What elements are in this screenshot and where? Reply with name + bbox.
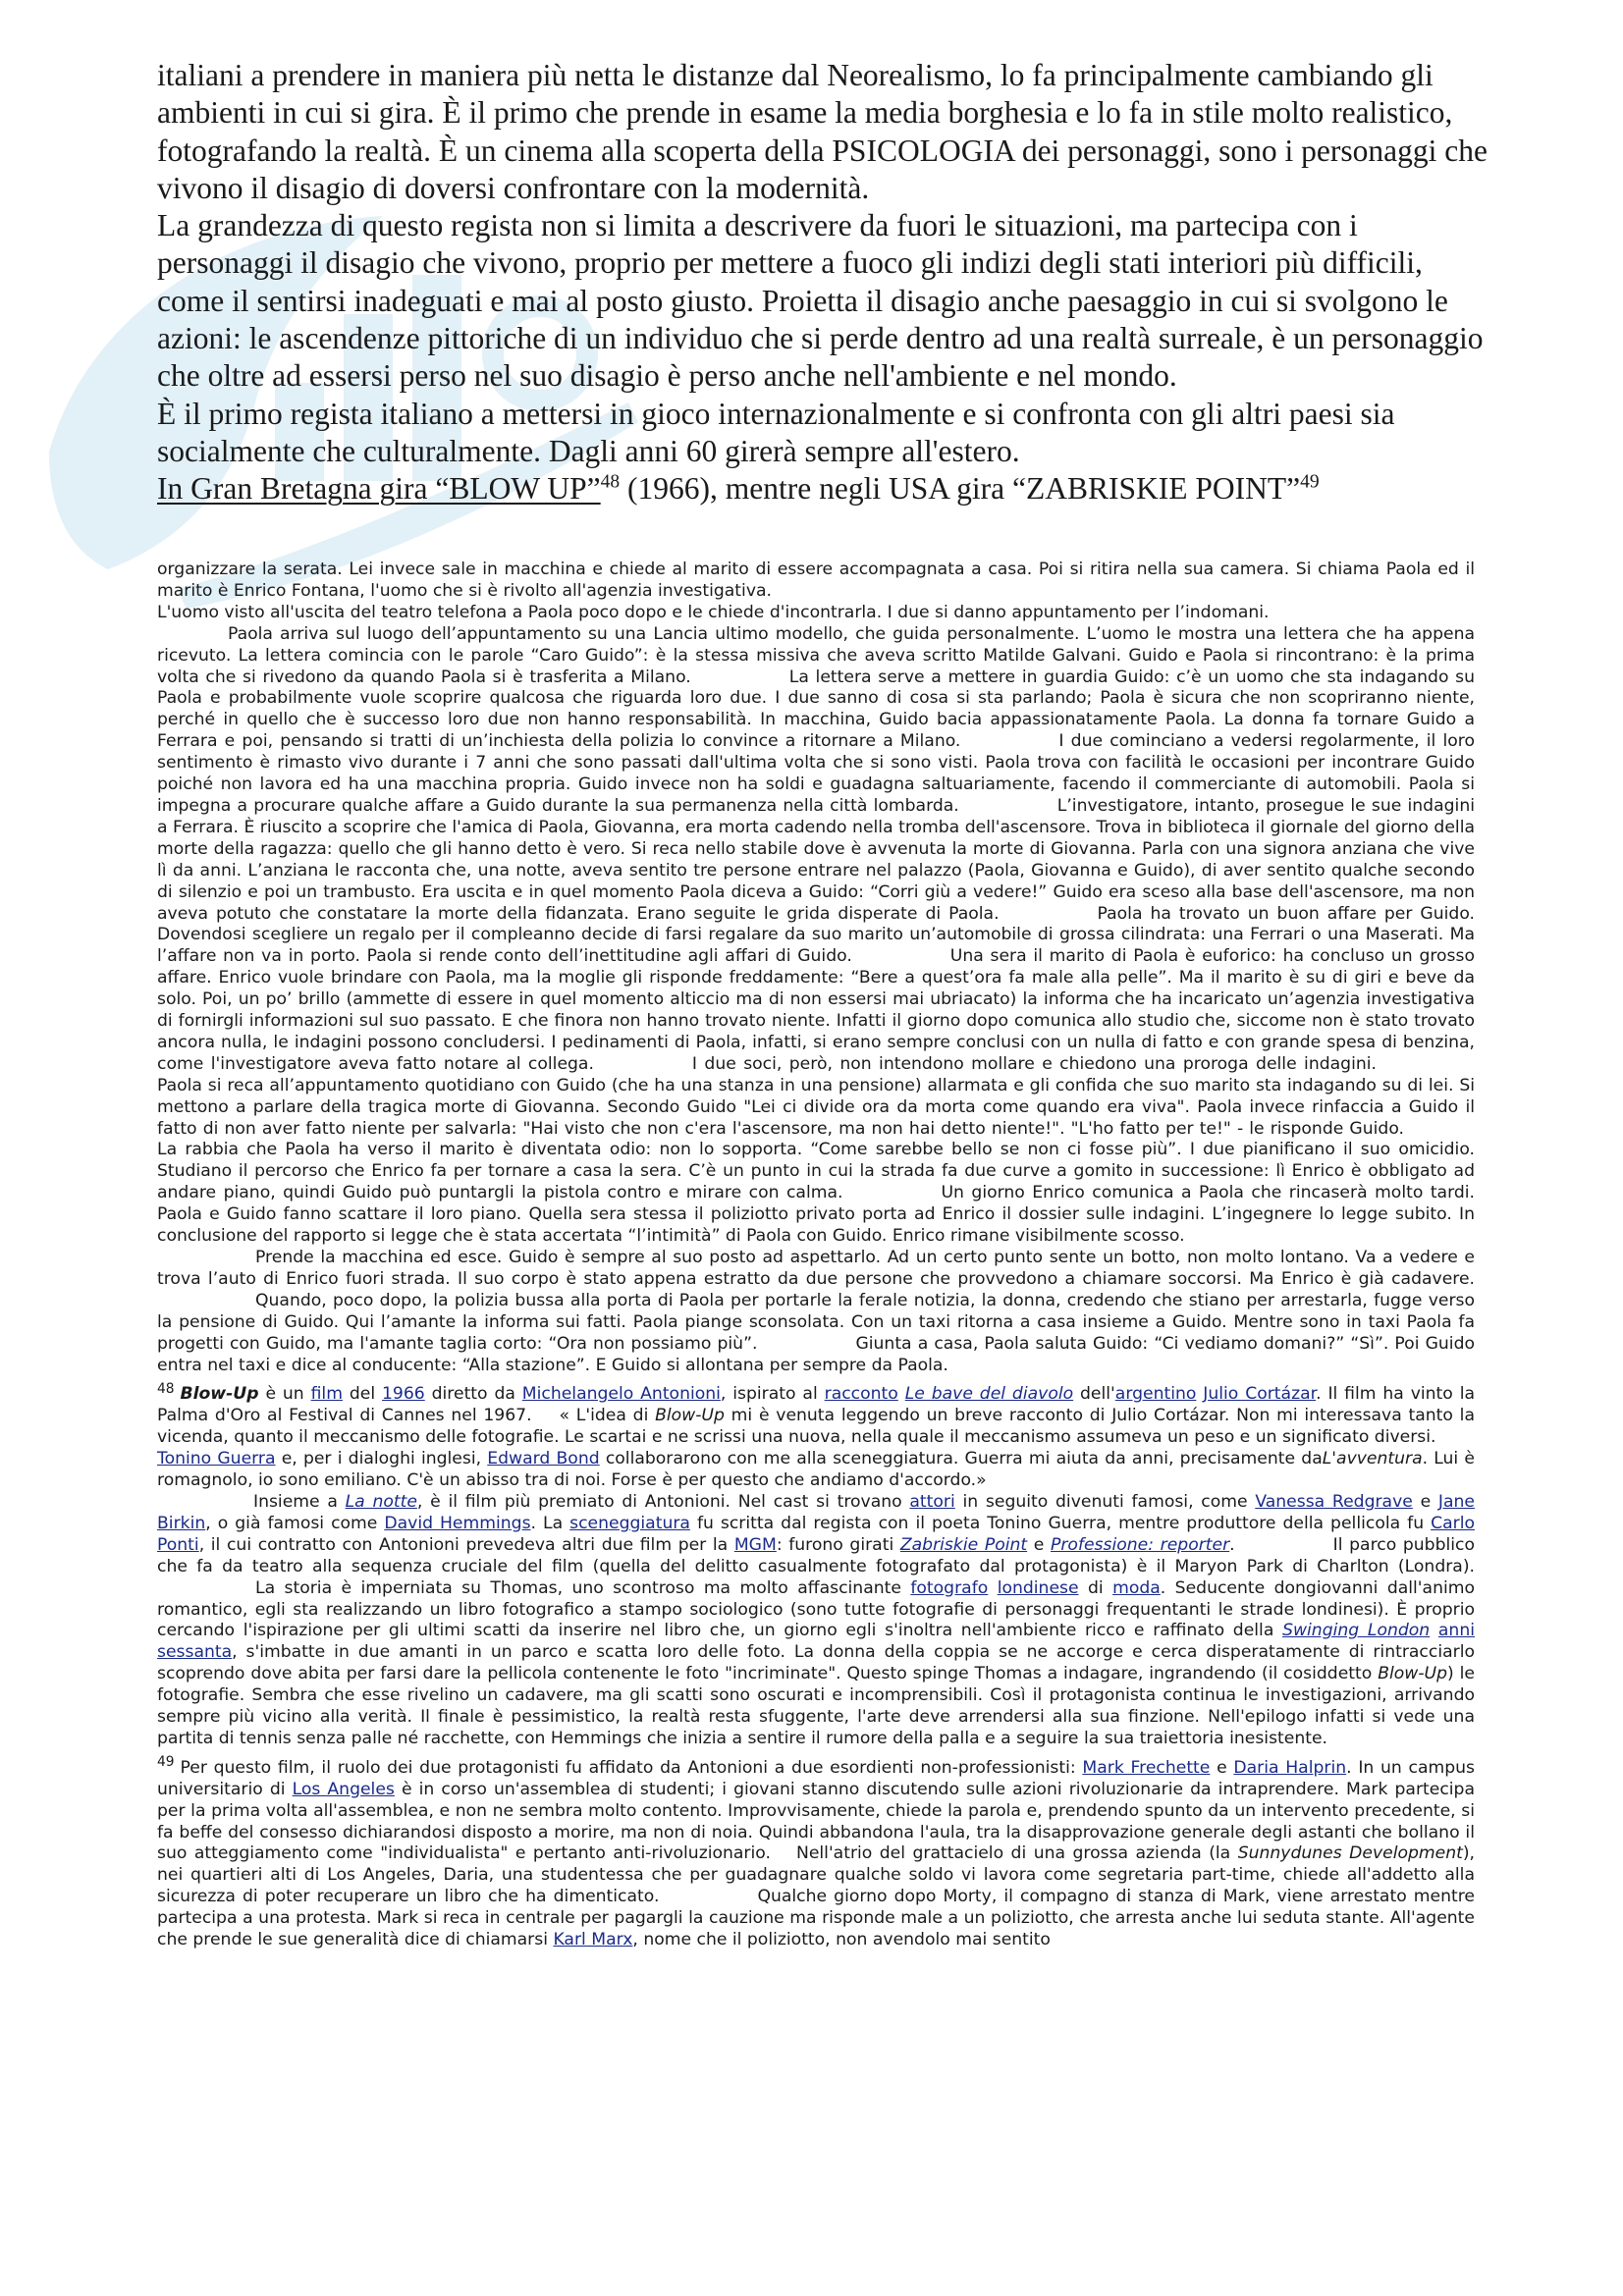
link-fotografo[interactable]: fotografo xyxy=(910,1577,989,1598)
link-mgm[interactable]: MGM xyxy=(733,1534,777,1555)
footnote-text: La storia è imperniata su Thomas, uno scontroso ma molto affascinante xyxy=(255,1577,911,1598)
footnote-text: . Il film ha vinto la Palma d'Oro al Festival di Cannes nel 1967. xyxy=(157,1384,1476,1426)
link-argentino[interactable]: argentino xyxy=(1114,1384,1197,1405)
link-londinese[interactable]: londinese xyxy=(997,1577,1079,1598)
footnote-text: e xyxy=(1210,1757,1234,1778)
footnote-text: , è il film più premiato di Antonioni. Nel cast si trovano xyxy=(416,1491,910,1512)
footnote-text: . Lui è romagnolo, io sono emiliano. C'è un abisso tra di noi. Forse è per questo che andiamo d'accordo.» xyxy=(157,1449,1475,1491)
link-film[interactable]: film xyxy=(310,1384,343,1405)
link-zabriskie-point[interactable]: Zabriskie Point xyxy=(899,1534,1028,1555)
footnote-ref-48[interactable]: 48 xyxy=(600,471,621,493)
plot-paragraph: organizzare la serata. Lei invece sale in macchina e chiede al marito di essere accompagnata a casa. Poi si ritira nella sua camera. Si chiama Paola ed il marito è Enrico Fontana, l'uomo che si è rivolto all'agenzia investigativa. xyxy=(157,560,1475,601)
link-los-angeles[interactable]: Los Angeles xyxy=(292,1779,395,1799)
footnote-text: e xyxy=(1027,1534,1051,1555)
plot-paragraph xyxy=(157,624,1475,1248)
main-paragraph-1: italiani a prendere in maniera più netta le distanze dal Neorealismo, lo fa principalmente cambiando gli ambienti in cui si gira. È il primo che prende in esame la media borghesia e lo fa in stile molto realistico, fotografando la realtà. È un cinema alla scoperta della PSICOLOGIA dei personaggi, sono i personaggi che vivono il disagio di doversi confrontare con la modernità. xyxy=(157,58,1488,205)
plot-text: L’investigatore, intanto, prosegue le sue indagini a Ferrara. È riuscito a scoprire che l'amica di Paola, Giovanna, era morta cadendo nella tromba dell'ascensore. Trova in biblioteca il giornale del giorno della morte della ragazza: quello che gli hanno detto è vero. Si reca nello stabile dove è avvenuta la morte di Giovanna. Parla con una signora anziana che vive lì da anni. L’anziana le racconta che, una notte, aveva sentito tre persone entrare nel palazzo (Paola, Giovanna e Guido), di aver sentito qualche secondo di silenzio e poi un trambusto. Era uscita e in quel momento Paola diceva a Guido: “Corri giù a vedere!” Guido era sceso alla base dell'ascensore, ma non aveva potuto che constatare la morte della fidanzata. Erano seguite le grida disperate di Paola. xyxy=(157,795,1475,924)
footnote-text: Il parco pubblico che fa da teatro alla sequenza cruciale del film (quella del delitto casualmente fotografato dal protagonista) è il Maryon Park di Charlton (Londra). xyxy=(157,1534,1475,1576)
footnote-text: L'avventura xyxy=(1322,1449,1423,1469)
footnote-text: . Seducente dongiovanni dall'animo romantico, egli sta realizzando un libro fotografico a stampo sociologico (sono tutte fotografie di personaggi frequentanti le strade londinesi). È proprio cercando l'ispirazione per gli ultimi scatti da inserire nel libro che, un giorno egli s'inoltra nell'ambiente ricco e raffinato della xyxy=(157,1577,1475,1641)
footnote-text: è un xyxy=(258,1384,311,1405)
footnote-text: diretto da xyxy=(424,1384,522,1405)
link-anni-sessanta[interactable]: anni sessanta xyxy=(157,1621,1475,1663)
footnote-text: « L'idea di xyxy=(559,1406,656,1426)
footnote-text: , nome che il poliziotto, non avendolo mai sentito xyxy=(632,1930,1051,1950)
link-carlo-ponti[interactable]: Carlo Ponti xyxy=(157,1513,1475,1555)
plot-text: La lettera serve a mettere in guardia Guido: c’è un uomo che sta indagando su Paola e probabilmente vuole scoprire qualcosa che riguarda loro due. I due sanno di cosa si sta parlando; Paola è sicura che non scopriranno niente, perché in quello che è successo loro due non hanno responsabilità. In macchina, Guido bacia appassionatamente Paola. La donna fa tornare Guido a Ferrara e poi, pensando si tratti di un’inchiesta della polizia lo convince a ritornare a Milano. xyxy=(157,667,1475,752)
footnote-48-quote xyxy=(157,1449,1475,1492)
footnote-number: 49 xyxy=(157,1754,175,1771)
link-david-hemmings[interactable]: David Hemmings xyxy=(384,1513,531,1533)
link-cortazar[interactable]: Julio Cortázar xyxy=(1203,1384,1317,1405)
link-sceneggiatura[interactable]: sceneggiatura xyxy=(569,1513,690,1533)
link-attori[interactable]: attori xyxy=(909,1491,955,1512)
footnote-text: Insieme a xyxy=(253,1491,346,1512)
main-paragraph-3: È il primo regista italiano a mettersi in gioco internazionalmente e si confronta con gli altri paesi sia socialmente che culturalmente. Dagli anni 60 girerà sempre all'estero. xyxy=(157,396,1395,468)
plot-paragraph xyxy=(157,1248,1475,1376)
footnote-text: dell' xyxy=(1073,1384,1115,1405)
footnote-text: ), nei quartieri alti di Los Angeles, Daria, una studentessa che per guadagnare qualche soldo vi lavora come segretaria part-time, chiede all'addetto alla sicurezza di poter recuperare un libro che ha dimenticato. xyxy=(157,1843,1476,1907)
link-jane-birkin[interactable]: Jane Birkin xyxy=(157,1491,1475,1533)
footnote-text: e xyxy=(1412,1491,1438,1512)
plot-text: Giunta a casa, Paola saluta Guido: “Ci vediamo domani?” “Sì”. Poi Guido entra nel taxi e dice al conducente: “Alla stazione”. E Guido si allontana per sempre da Paola. xyxy=(157,1333,1475,1375)
footnote-number: 48 xyxy=(157,1380,175,1397)
link-edward-bond[interactable]: Edward Bond xyxy=(487,1449,600,1469)
footnote-text: Qualche giorno dopo Morty, il compagno di stanza di Mark, viene arrestato mentre partecipa a una protesta. Mark si reca in centrale per pagargli la cauzione ma risponde male a un poliziotto, che arresta anche lui seduta stante. All'agente che prende le sue generalità dice di chiamarsi xyxy=(157,1887,1475,1950)
plot-text: I due cominciano a vedersi regolarmente, il loro sentimento è rimasto vivo durante i 7 anni che sono passati dall'ultima volta che si sono visti. Paola trova con facilità le occasioni per incontrare Guido poiché non lavora ed ha una macchina propria. Guido invece non ha soldi e guadagna saltuariamente, facendo il commerciante di automobili. Paola si impegna a procurare qualche affare a Guido durante la sua permanenza nella città lombarda. xyxy=(157,731,1475,816)
footnote-text: . La xyxy=(530,1513,570,1533)
footnote-text xyxy=(1430,1621,1438,1640)
footnote-text xyxy=(898,1384,905,1404)
plot-text: Un giorno Enrico comunica a Paola che rincaserà molto tardi. Paola e Guido fanno scattare il loro piano. Quella sera stessa il poliziotto privato porta ad Enrico il dossier sulle indagini. L’ingegnere lo legge subito. In conclusione del rapporto si legge che è stata accertata “l’intimità” di Paola con Guido. Enrico rimane visibilmente scosso. xyxy=(157,1183,1475,1247)
footnote-text: del xyxy=(342,1384,382,1405)
link-professione-reporter[interactable]: Professione: reporter xyxy=(1050,1534,1230,1555)
footnote-text: di xyxy=(1078,1577,1113,1598)
link-swinging-london[interactable]: Swinging London xyxy=(1282,1621,1431,1641)
footnote-text: , il cui contratto con Antonioni prevedeva altri due film per la xyxy=(198,1534,734,1555)
footnote-48 xyxy=(157,1380,1476,1449)
link-mark-frechette[interactable]: Mark Frechette xyxy=(1082,1757,1211,1778)
plot-text: Prende la macchina ed esce. Guido è sempre al suo posto ad aspettarlo. Ad un certo punto sente un botto, non molto lontano. Va a vedere e trova l’auto di Enrico fuori strada. Il suo corpo è stato appena estratto da due persone che provvedono a chiamare soccorsi. Ma Enrico è già cadavere. xyxy=(157,1248,1475,1289)
main-paragraph-4-start: In Gran Bretagna gira “BLOW UP” xyxy=(157,471,601,507)
plot-paragraph: L'uomo visto all'uscita del teatro telefona a Paola poco dopo e le chiede d'incontrarla. I due si danno appuntamento per l’indomani. xyxy=(157,602,1270,622)
footnote-text: collaborarono con me alla sceneggiatura. Guerra mi aiuta da anni, precisamente da xyxy=(599,1449,1323,1469)
plot-text: Paola arriva sul luogo dell’appuntamento su una Lancia ultimo modello, che guida personalmente. L’uomo le mostra una lettera che ha appena ricevuto. La lettera comincia con le parole “Caro Guido”: è la stessa missiva che aveva scritto Matilde Galvani. Guido e Paola si rincontrano: è la prima volta che si rivedono da quando Paola si è trasferita a Milano. xyxy=(157,623,1475,687)
footnote-48-details xyxy=(157,1492,1475,1750)
link-la-notte[interactable]: La notte xyxy=(345,1491,417,1512)
link-moda[interactable]: moda xyxy=(1112,1577,1161,1598)
footnote-title: Blow-Up xyxy=(180,1384,259,1405)
link-daria-halprin[interactable]: Daria Halprin xyxy=(1233,1757,1347,1778)
footnote-text: Blow-Up xyxy=(655,1406,725,1426)
link-1966[interactable]: 1966 xyxy=(381,1384,425,1405)
footnote-ref-49[interactable]: 49 xyxy=(1300,471,1320,493)
link-racconto[interactable]: racconto xyxy=(824,1384,898,1405)
footnote-text: . xyxy=(1229,1534,1235,1555)
footnote-text: e, per i dialoghi inglesi, xyxy=(275,1449,488,1469)
footnote-text: Nell'atrio del grattacielo di una grossa azienda (la xyxy=(795,1843,1238,1864)
link-le-bave-del-diavolo[interactable]: Le bave del diavolo xyxy=(904,1384,1074,1405)
link-antonioni[interactable]: Michelangelo Antonioni xyxy=(521,1384,721,1405)
footnote-text: Sunnydunes Development xyxy=(1237,1843,1463,1864)
footnote-text: in seguito divenuti famosi, come xyxy=(954,1491,1256,1512)
main-paragraph-2: La grandezza di questo regista non si limita a descrivere da fuori le situazioni, ma partecipa con i personaggi il disagio che vivono, proprio per mettere a fuoco gli indizi degli stati interiori più difficili, come il sentirsi inadeguati e mai al posto giusto. Proietta il disagio anche paesaggio in cui si svolgono le azioni: le ascendenze pittoriche di un individuo che si perde dentro ad una realtà surreale, è un personaggio che oltre ad essersi perso nel suo disagio è perso anche nell'ambiente e nel mondo. xyxy=(157,208,1484,394)
footnote-text xyxy=(988,1578,997,1598)
plot-text: Paola ha trovato un buon affare per Guido. Dovendosi scegliere un regalo per il compleanno decide di farsi regalare da suo marito un’automobile di grossa cilindrata: una Ferrari o una Maserati. Ma l’affare non va in porto. Paola si rende conto dell’inettitudine agli affari di Guido. xyxy=(157,903,1476,967)
plot-text: La rabbia che Paola ha verso il marito è diventata odio: non lo sopporta. “Come sarebbe bello se non ci fosse più”. I due pianificano il suo omicidio. Studiano il percorso che Enrico fa per tornare a casa la sera. C’è un punto in cui la strada fa due curve a gomito in successione: lì Enrico è obbligato ad andare piano, quindi Guido può puntargli la pistola contro e mirare con calma. xyxy=(157,1140,1475,1203)
footnote-text: , ispirato al xyxy=(720,1384,825,1405)
plot-text: I due soci, però, non intendono mollare e chiedono una proroga delle indagini. xyxy=(691,1053,1377,1074)
plot-text: Una sera il marito di Paola è euforico: ha concluso un grosso affare. Enrico vuole brindare con Paola, ma la moglie gli risponde freddamente: “Bere a quest’ora fa male alla pelle”. Ma il marito è su di giri e beve da solo. Poi, un po’ brillo (ammette di essere in quel momento alticcio ma di non essersi mai ubriacato) la informa che ha incaricato un’agenzia investigativa di fornirgli informazioni sul suo passato. E che finora non hanno trovato niente. Infatti il giorno dopo comunica allo studio che, siccome non è stato trovato ancora nulla, le indagini possono concludersi. I pedinamenti di Paola, infatti, si erano sempre conclusi con un nulla di fatto e con grande spesa di benzina, come l'investigatore aveva fatto notare al collega. xyxy=(157,946,1475,1074)
link-karl-marx[interactable]: Karl Marx xyxy=(553,1930,633,1950)
footnote-text: è in corso un'assemblea di studenti; i giovani stanno discutendo sulle azioni rivoluzionarie da intraprendere. Mark partecipa per la prima volta all'assemblea, e non ne sembra molto contento. Improvvisamente, chiede la parola e, prendendo spunto da un intervento precedente, si fa beffe del consesso dichiarandosi disposto a morire, ma non di noia. Quindi abbandona l'aula, tra la disapprovazione generale degli astanti che bollano il suo atteggiamento come "individualista" e pertanto anti-rivoluzionario. xyxy=(157,1779,1475,1864)
main-paragraph-4-end: (1966), mentre negli USA gira “ZABRISKIE POINT” xyxy=(620,471,1301,507)
footnote-text: fu scritta dal regista con il poeta Tonino Guerra, mentre produttore della pellicola fu xyxy=(689,1513,1432,1533)
footnote-text: , o già famosi come xyxy=(205,1513,385,1533)
footnote-text: Per questo film, il ruolo dei due protagonisti fu affidato da Antonioni a due esordienti non-professionisti: xyxy=(180,1757,1083,1778)
main-paragraph-4 xyxy=(157,470,1494,507)
plot-text: Quando, poco dopo, la polizia bussa alla porta di Paola per portarle la ferale notizia, la donna, credendo che stiano per arrestarla, fugge verso la pensione di Guido. Qui l’amante la informa sui fatti. Paola piange sconsolata. Con un taxi ritorna a casa insieme a Guido. Mentre sono in taxi Paola fa progetti con Guido, ma l'amante taglia corto: “Ora non possiamo più”. xyxy=(157,1290,1475,1354)
footnote-text: , s'imbatte in due amanti in un parco e scatta loro delle foto. La donna della coppia se ne accorge e cerca disperatamente di rintracciarlo scoprendo dove abita per farsi dare la pellicola contenente le foto "incriminate". Questo spinge Thomas a indagare, ingrandendo (il cosiddetto xyxy=(157,1642,1475,1684)
footnote-text: . In un campus universitario di xyxy=(157,1757,1475,1799)
link-vanessa-redgrave[interactable]: Vanessa Redgrave xyxy=(1255,1491,1413,1512)
link-tonino-guerra[interactable]: Tonino Guerra xyxy=(157,1449,276,1469)
footnote-text: mi è venuta leggendo un breve racconto di Julio Cortázar. Non mi interessava tanto la vicenda, quanto il meccanismo delle fotografie. Le scartai e ne scrissi una nuova, nella quale il meccanismo assumeva un peso e un significato diversi. xyxy=(157,1406,1475,1448)
footnote-text: ) le fotografie. Sembra che esse rivelino un cadavere, ma gli scatti sono oscurati e incomprensibili. Così il protagonista continua le investigazioni, arrivando sempre più vicino alla verità. Il finale è pessimistico, la realtà resta sfuggente, l'arte deve arrendersi alla sua finzione. Nell'epilogo infatti si vede una partita di tennis senza palle né racchette, con Hemmings che inizia a sentire il rumore della palla e a seguire la sua traiettoria inesistente. xyxy=(157,1664,1475,1748)
footnote-49 xyxy=(157,1754,1476,1951)
footnote-text: Blow-Up xyxy=(1378,1664,1448,1684)
footnote-text: : furono girati xyxy=(776,1534,900,1555)
main-body-text xyxy=(157,57,1494,508)
plot-text: Paola si reca all’appuntamento quotidiano con Guido (che ha una stanza in una pensione) allarmata e gli confida che suo marito sta indagando su di lei. Si mettono a parlare della tragica morte di Giovanna. Secondo Guido "Lei ci divide ora da morta come quando era viva". Paola invece rinfaccia a Guido il fatto di non aver fatto niente per salvarla: "Hai visto che non c'era l'ascensore, ma non hai detto niente!". "L'ho fatto per te!" - le risponde Guido. xyxy=(157,1075,1475,1139)
footnote-block xyxy=(157,560,1475,1951)
